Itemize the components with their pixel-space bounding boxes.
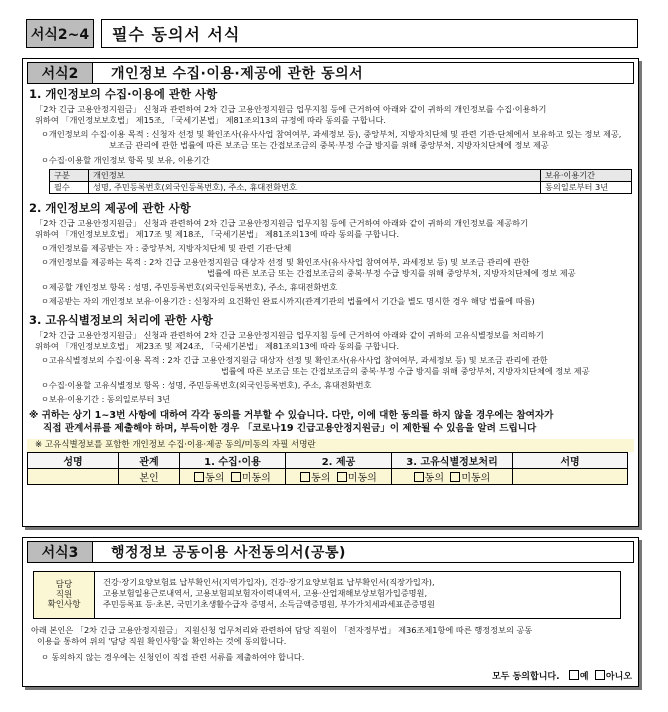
check-item-line: 건강·장기요양보험료 납부확인서(지역가입자), 건강·장기요양보험료 납부확인서(직장가입자), bbox=[103, 577, 435, 587]
s1-table bbox=[49, 169, 632, 194]
unique-id-agree-checkbox[interactable] bbox=[414, 472, 424, 482]
s3-para-1: 「2차 긴급 고용안정지원금」 신청과 관련하여 2차 긴급 고용안정지원금 업무지침 등에 근거하여 아래와 같이 귀하의 고유식별정보를 처리하기 bbox=[35, 330, 544, 340]
form3-bullet: ㅇ 동의하지 않는 경우에는 신청인이 직접 관련 서류를 제출하여야 합니다. bbox=[41, 652, 305, 662]
collect-disagree-checkbox[interactable] bbox=[231, 472, 241, 482]
consent-table-header bbox=[28, 453, 628, 469]
table-header-cell: 보유·이용기간 bbox=[541, 170, 632, 182]
form2-title: 개인정보 수집·이용·제공에 관한 동의서 bbox=[111, 66, 364, 82]
disagree-label: 미동의 bbox=[461, 473, 491, 484]
s3-para-2: 위하여 「개인정보보호법」 제23조 및 제24조, 「국세기본법」 제81조의13에 따라 동의를 구합니다. bbox=[35, 341, 400, 351]
agree-label: 동의 bbox=[424, 473, 444, 484]
table-header-cell: 구분 bbox=[50, 170, 89, 182]
provide-consent-cell bbox=[286, 469, 392, 485]
page-title: 필수 동의서 서식 bbox=[101, 19, 638, 48]
agree-yes-checkbox[interactable] bbox=[569, 670, 579, 680]
s3-bullet-3: ㅇ보유·이용기간 : 동의일로부터 3년 bbox=[41, 394, 171, 404]
s2-bullet-4: ㅇ제공받는 자의 개인정보 보유·이용기간 : 신청자의 요건확인 완료시까지(관계기관의 법률에서 기간을 별도 명시한 경우 해당 법률에 따름) bbox=[41, 296, 535, 306]
form3-frame bbox=[22, 537, 639, 687]
table-row bbox=[50, 182, 632, 194]
table-header-cell: 관계 bbox=[119, 453, 180, 469]
form3-label: 서식3 bbox=[28, 542, 93, 562]
s1-para-1: 「2차 긴급 고용안정지원금」 신청과 관련하여 2차 긴급 고용안정지원금 업무지침 등에 근거하여 아래와 같이 귀하의 개인정보를 수집·이용하기 bbox=[35, 104, 547, 114]
s2-bullet-2b: 법률에 따른 보조금 또는 간접보조금의 중복·부정 수급 방지를 위해 중앙부처, 지방자치단체에 정보 제공 bbox=[207, 268, 576, 278]
signature-field[interactable] bbox=[513, 469, 628, 485]
table-cell: 필수 bbox=[50, 182, 89, 194]
warning-line-1: ※ 귀하는 상기 1~3번 사항에 대하여 각각 동의를 거부할 수 있습니다. 다만, 이에 대한 동의를 하지 않을 경우에는 참여자가 bbox=[29, 410, 554, 421]
box-label-line: 직원 bbox=[55, 590, 73, 600]
form3-para-2: 이용을 통하여 위의 '담당 직원 확인사항'을 확인하는 것에 동의합니다. bbox=[37, 636, 287, 646]
unique-id-consent-cell bbox=[392, 469, 513, 485]
agree-yes-label: 예 bbox=[579, 672, 589, 682]
table-header-cell: 3. 고유식별정보처리 bbox=[392, 453, 513, 469]
s3-bullet-1b: 법률에 따른 보조금 또는 간접보조금의 중복·부정 수급 방지를 위해 중앙부처, 지방자치단체에 정보 제공 bbox=[221, 366, 590, 376]
relation-cell: 본인 bbox=[119, 469, 180, 485]
table-header-cell: 개인정보 bbox=[89, 170, 541, 182]
agree-no-checkbox[interactable] bbox=[595, 670, 605, 680]
s1-bullet-2: ㅇ수집·이용할 개인정보 항목 및 보유, 이용기간 bbox=[41, 155, 210, 165]
disagree-label: 미동의 bbox=[241, 473, 271, 484]
table-header-cell: 성명 bbox=[28, 453, 119, 469]
form2-label: 서식2 bbox=[28, 63, 93, 83]
form2-frame bbox=[22, 58, 639, 527]
provide-disagree-checkbox[interactable] bbox=[337, 472, 347, 482]
s2-heading: 2. 개인정보의 제공에 관한 사항 bbox=[29, 201, 191, 215]
consent-table bbox=[27, 452, 628, 485]
officer-check-label bbox=[34, 572, 95, 618]
s2-bullet-2a: ㅇ개인정보를 제공하는 목적 : 2차 긴급 고용안정지원금 대상자 선정 및 확인조사(유사사업 참여여부, 과세정보 등) 및 보조금 관리에 관한 bbox=[41, 257, 530, 267]
agree-all-label: 모두 동의합니다. bbox=[492, 672, 560, 682]
warning-line-2: 직접 관계서류를 제출해야 하며, 부득이한 경우 「코로나19 긴급고용안정지원금」이 제한될 수 있음을 알려 드립니다 bbox=[43, 423, 537, 434]
consent-row bbox=[28, 469, 628, 485]
s1-bullet-1a: ㅇ개인정보의 수집·이용 목적 : 신청자 선정 및 확인조사(유사사업 참여여부, 과세정보 등), 중앙부처, 지방자치단체 및 관련 기관·단체에서 보유하고 있는 정보 제공, bbox=[41, 129, 622, 139]
officer-check-list bbox=[95, 572, 435, 618]
table-header-cell: 1. 수집·이용 bbox=[180, 453, 286, 469]
s1-heading: 1. 개인정보의 수집·이용에 관한 사항 bbox=[29, 87, 218, 101]
agree-all-row bbox=[492, 669, 632, 682]
table-cell: 성명, 주민등록번호(외국인등록번호), 주소, 휴대전화번호 bbox=[89, 182, 541, 194]
agree-label: 동의 bbox=[205, 473, 225, 484]
form3-title: 행정정보 공동이용 사전동의서(공통) bbox=[111, 545, 346, 561]
table-cell: 동의일로부터 3년 bbox=[541, 182, 632, 194]
s2-bullet-3: ㅇ제공할 개인정보 항목 : 성명, 주민등록번호(외국인등록번호), 주소, 휴대전화번호 bbox=[41, 282, 338, 292]
form3-header bbox=[27, 541, 634, 563]
unique-id-disagree-checkbox[interactable] bbox=[450, 472, 460, 482]
name-field[interactable] bbox=[28, 469, 119, 485]
table-header-cell: 2. 제공 bbox=[286, 453, 392, 469]
form2-header bbox=[27, 62, 634, 84]
s1-bullet-1b: 보조금 관리에 관한 법률에 따른 보조금 또는 간접보조금의 중복·부정 수급 방지를 위해 중앙부처, 지방자치단체에 정보 제공 bbox=[109, 140, 549, 150]
s3-heading: 3. 고유식별정보의 처리에 관한 사항 bbox=[29, 313, 213, 327]
disagree-label: 미동의 bbox=[347, 473, 377, 484]
signature-note: ※ 고유식별정보를 포함한 개인정보 수집·이용·제공 동의/미동의 자필 서명란 bbox=[27, 439, 634, 452]
box-label-line: 확인사항 bbox=[47, 600, 81, 610]
collect-agree-checkbox[interactable] bbox=[194, 472, 204, 482]
s2-para-1: 「2차 긴급 고용안정지원금」 신청과 관련하여 2차 긴급 고용안정지원금 업무지침 등에 근거하여 아래와 같이 귀하의 개인정보를 제공하기 bbox=[35, 218, 528, 228]
officer-check-box bbox=[33, 571, 621, 619]
s1-para-2: 위하여 「개인정보보호법」 제15조, 「국세기본법」 제81조의13의 규정에 따라 동의를 구합니다. bbox=[35, 115, 387, 125]
header-label: 서식2~4 bbox=[26, 19, 94, 48]
s3-bullet-1a: ㅇ고유식별정보의 수집·이용 목적 : 2차 긴급 고용안정지원금 대상자 선정 및 확인조사(유사사업 참여여부, 과세정보 등) 및 보조금 관리에 관한 bbox=[41, 355, 548, 365]
s3-bullet-2: ㅇ수집·이용할 고유식별정보 항목 : 성명, 주민등록번호(외국인등록번호), 주소, 휴대전화번호 bbox=[41, 380, 372, 390]
agree-no-label: 아니오 bbox=[605, 672, 632, 682]
agree-label: 동의 bbox=[311, 473, 331, 484]
table-header-cell: 서명 bbox=[513, 453, 628, 469]
check-item-line: 주민등록표 등·초본, 국민기초생활수급자 증명서, 소득금액증명원, 부가가치세과세표준증명원 bbox=[103, 599, 435, 609]
s1-table-header bbox=[50, 170, 632, 182]
check-item-line: 고용보험일용근로내역서, 고용보험피보험자이력내역서, 고용·산업재해보상보험가입증명원, bbox=[103, 588, 428, 598]
provide-agree-checkbox[interactable] bbox=[300, 472, 310, 482]
form2-body bbox=[23, 86, 638, 435]
s2-para-2: 위하여 「개인정보보호법」 제17조 및 제18조, 「국세기본법」 제81조의13에 따라 동의를 구합니다. bbox=[35, 229, 400, 239]
form3-para-1: 아래 본인은 「2차 긴급 고용안정지원금」 지원신청 업무처리와 관련하여 담당 직원이 「전자정부법」 제36조제1항에 따른 행정정보의 공동 bbox=[31, 625, 533, 635]
collect-consent-cell bbox=[180, 469, 286, 485]
box-label-line: 담당 bbox=[55, 580, 73, 590]
s2-bullet-1: ㅇ개인정보를 제공받는 자 : 중앙부처, 지방자치단체 및 관련 기관·단체 bbox=[41, 243, 292, 253]
